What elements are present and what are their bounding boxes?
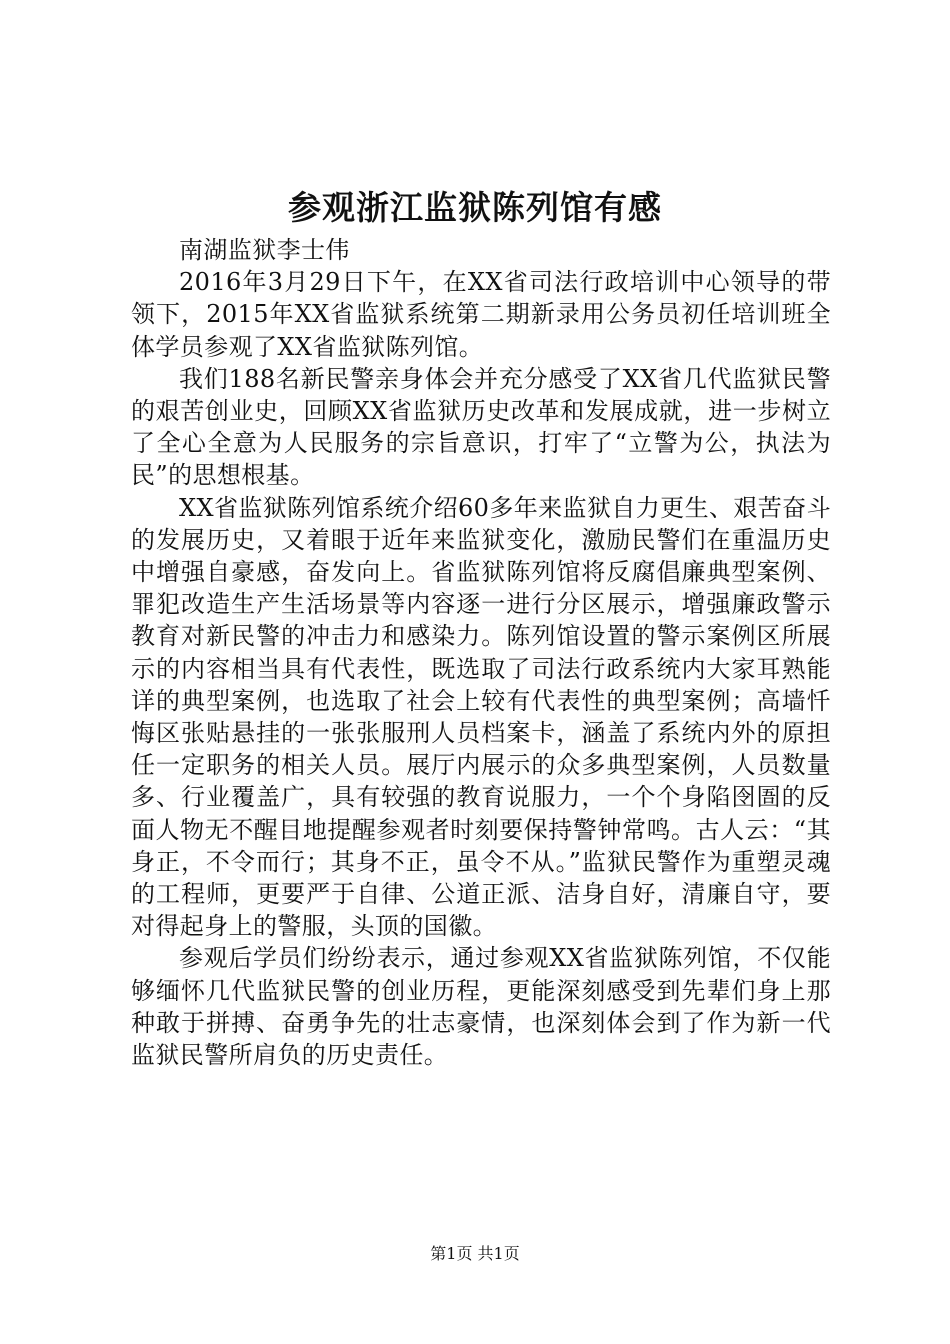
page-number-footer: 第1页 共1页 [430,1244,520,1263]
paragraph-1: 2016年3月29日下午，在XX省司法行政培训中心领导的带领下，2015年XX省监狱系统第二期新录用公务员初任培训班全体学员参观了XX省监狱陈列馆。 [131,268,831,361]
document-body [131,234,831,1071]
paragraph-2: 我们188名新民警亲身体会并充分感受了XX省几代监狱民警的艰苦创业史，回顾XX省监狱历史改革和发展成就，进一步树立了全心全意为人民服务的宗旨意识，打牢了“立警为公，执法为民”的思想根基。 [131,364,831,490]
document-title: 参观浙江监狱陈列馆有感 [288,188,662,227]
paragraph-3: XX省监狱陈列馆系统介绍60多年来监狱自力更生、艰苦奋斗的发展历史，又着眼于近年来监狱变化，激励民警们在重温历史中增强自豪感，奋发向上。省监狱陈列馆将反腐倡廉典型案例、罪犯改造生产生活场景等内容逐一进行分区展示，增强廉政警示教育对新民警的冲击力和感染力。陈列馆设置的警示案例区所展示的内容相当具有代表性，既选取了司法行政系统内大家耳熟能详的典型案例，也选取了社会上较有代表性的典型案例；高墙忏悔区张贴悬挂的一张张服刑人员档案卡，涵盖了系统内外的原担任一定职务的相关人员。展厅内展示的众多典型案例，人员数量多、行业覆盖广，具有较强的教育说服力，一个个身陷囹圄的反面人物无不醒目地提醒参观者时刻要保持警钟常鸣。古人云：“其身正，不令而行；其身不正，虽令不从。”监狱民警作为重塑灵魂的工程师，更要严于自律、公道正派、洁身自好，清廉自守，要对得起身上的警服，头顶的国徽。 [131,493,831,941]
author-line: 南湖监狱李士伟 [179,236,350,264]
paragraph-4: 参观后学员们纷纷表示，通过参观XX省监狱陈列馆，不仅能够缅怀几代监狱民警的创业历程，更能深刻感受到先辈们身上那种敢于拼搏、奋勇争先的壮志豪情，也深刻体会到了作为新一代监狱民警所肩负的历史责任。 [131,944,831,1070]
